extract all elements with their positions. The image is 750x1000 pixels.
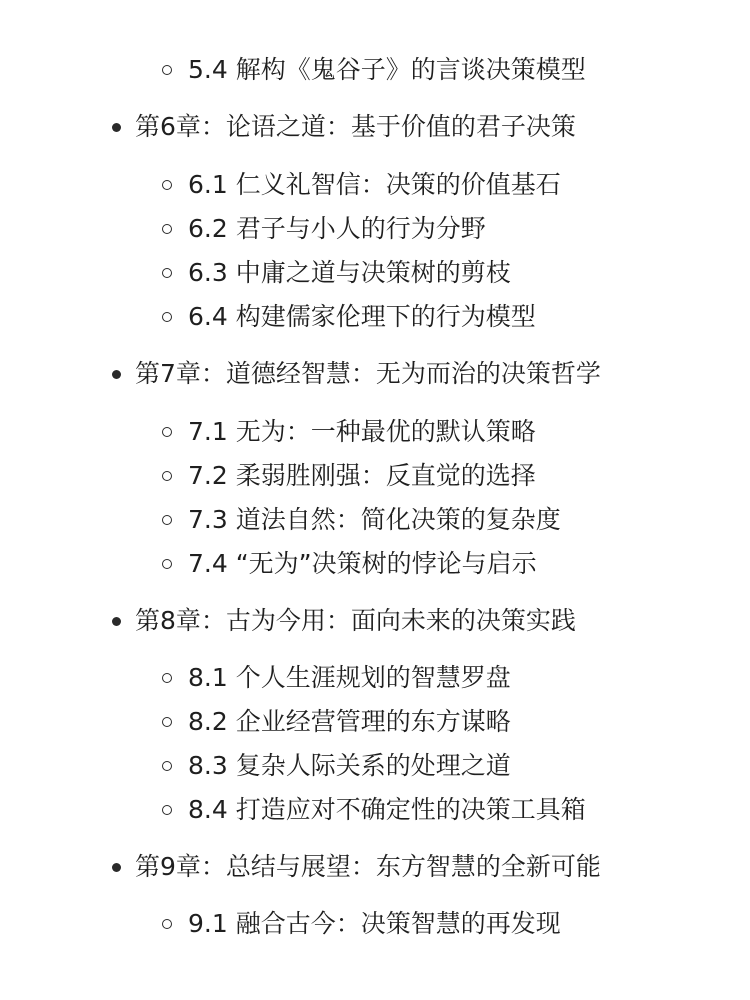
- toc-chapter-item: [112, 352, 601, 396]
- toc-item-label: 第9章：总结与展望：东方智慧的全新可能: [135, 852, 601, 881]
- toc-section-item: [162, 207, 486, 251]
- toc-item-label: 8.3 复杂人际关系的处理之道: [188, 751, 511, 780]
- toc-chapter-item: [112, 105, 576, 149]
- filled-bullet-icon: [112, 370, 121, 379]
- toc-item-label: 6.3 中庸之道与决策树的剪枝: [188, 258, 511, 287]
- filled-bullet-icon: [112, 123, 121, 132]
- hollow-bullet-icon: [162, 471, 172, 481]
- toc-item-label: 8.1 个人生涯规划的智慧罗盘: [188, 663, 511, 692]
- hollow-bullet-icon: [162, 180, 172, 190]
- toc-item-label: 第7章：道德经智慧：无为而治的决策哲学: [135, 359, 601, 388]
- hollow-bullet-icon: [162, 515, 172, 525]
- toc-chapter-item: [112, 845, 601, 889]
- toc-section-item: [162, 700, 511, 744]
- toc-section-item: [162, 498, 561, 542]
- hollow-bullet-icon: [162, 312, 172, 322]
- toc-item-label: 7.1 无为：一种最优的默认策略: [188, 417, 536, 446]
- toc-section-item: [162, 454, 536, 498]
- toc-section-item: [162, 902, 561, 946]
- hollow-bullet-icon: [162, 559, 172, 569]
- hollow-bullet-icon: [162, 65, 172, 75]
- hollow-bullet-icon: [162, 919, 172, 929]
- hollow-bullet-icon: [162, 805, 172, 815]
- toc-item-label: 9.1 融合古今：决策智慧的再发现: [188, 909, 561, 938]
- toc-section-item: [162, 48, 586, 92]
- toc-item-label: 7.3 道法自然：简化决策的复杂度: [188, 505, 561, 534]
- toc-item-label: 第6章：论语之道：基于价值的君子决策: [135, 112, 576, 141]
- hollow-bullet-icon: [162, 761, 172, 771]
- toc-item-label: 6.1 仁义礼智信：决策的价值基石: [188, 170, 561, 199]
- toc-section-item: [162, 410, 536, 454]
- toc-item-label: 6.2 君子与小人的行为分野: [188, 214, 486, 243]
- toc-item-label: 第8章：古为今用：面向未来的决策实践: [135, 606, 576, 635]
- toc-item-label: 7.2 柔弱胜刚强：反直觉的选择: [188, 461, 536, 490]
- hollow-bullet-icon: [162, 268, 172, 278]
- hollow-bullet-icon: [162, 427, 172, 437]
- toc-section-item: [162, 788, 586, 832]
- toc-section-item: [162, 656, 511, 700]
- toc-section-item: [162, 295, 536, 339]
- toc-item-label: 5.4 解构《鬼谷子》的言谈决策模型: [188, 55, 586, 84]
- toc-section-item: [162, 163, 561, 207]
- filled-bullet-icon: [112, 617, 121, 626]
- toc-item-label: 7.4 “无为”决策树的悖论与启示: [188, 549, 537, 578]
- hollow-bullet-icon: [162, 673, 172, 683]
- filled-bullet-icon: [112, 863, 121, 872]
- hollow-bullet-icon: [162, 717, 172, 727]
- toc-section-item: [162, 744, 511, 788]
- toc-chapter-item: [112, 599, 576, 643]
- toc-section-item: [162, 251, 511, 295]
- toc-section-item: [162, 542, 537, 586]
- hollow-bullet-icon: [162, 224, 172, 234]
- toc-item-label: 6.4 构建儒家伦理下的行为模型: [188, 302, 536, 331]
- toc-item-label: 8.2 企业经营管理的东方谋略: [188, 707, 511, 736]
- toc-item-label: 8.4 打造应对不确定性的决策工具箱: [188, 795, 586, 824]
